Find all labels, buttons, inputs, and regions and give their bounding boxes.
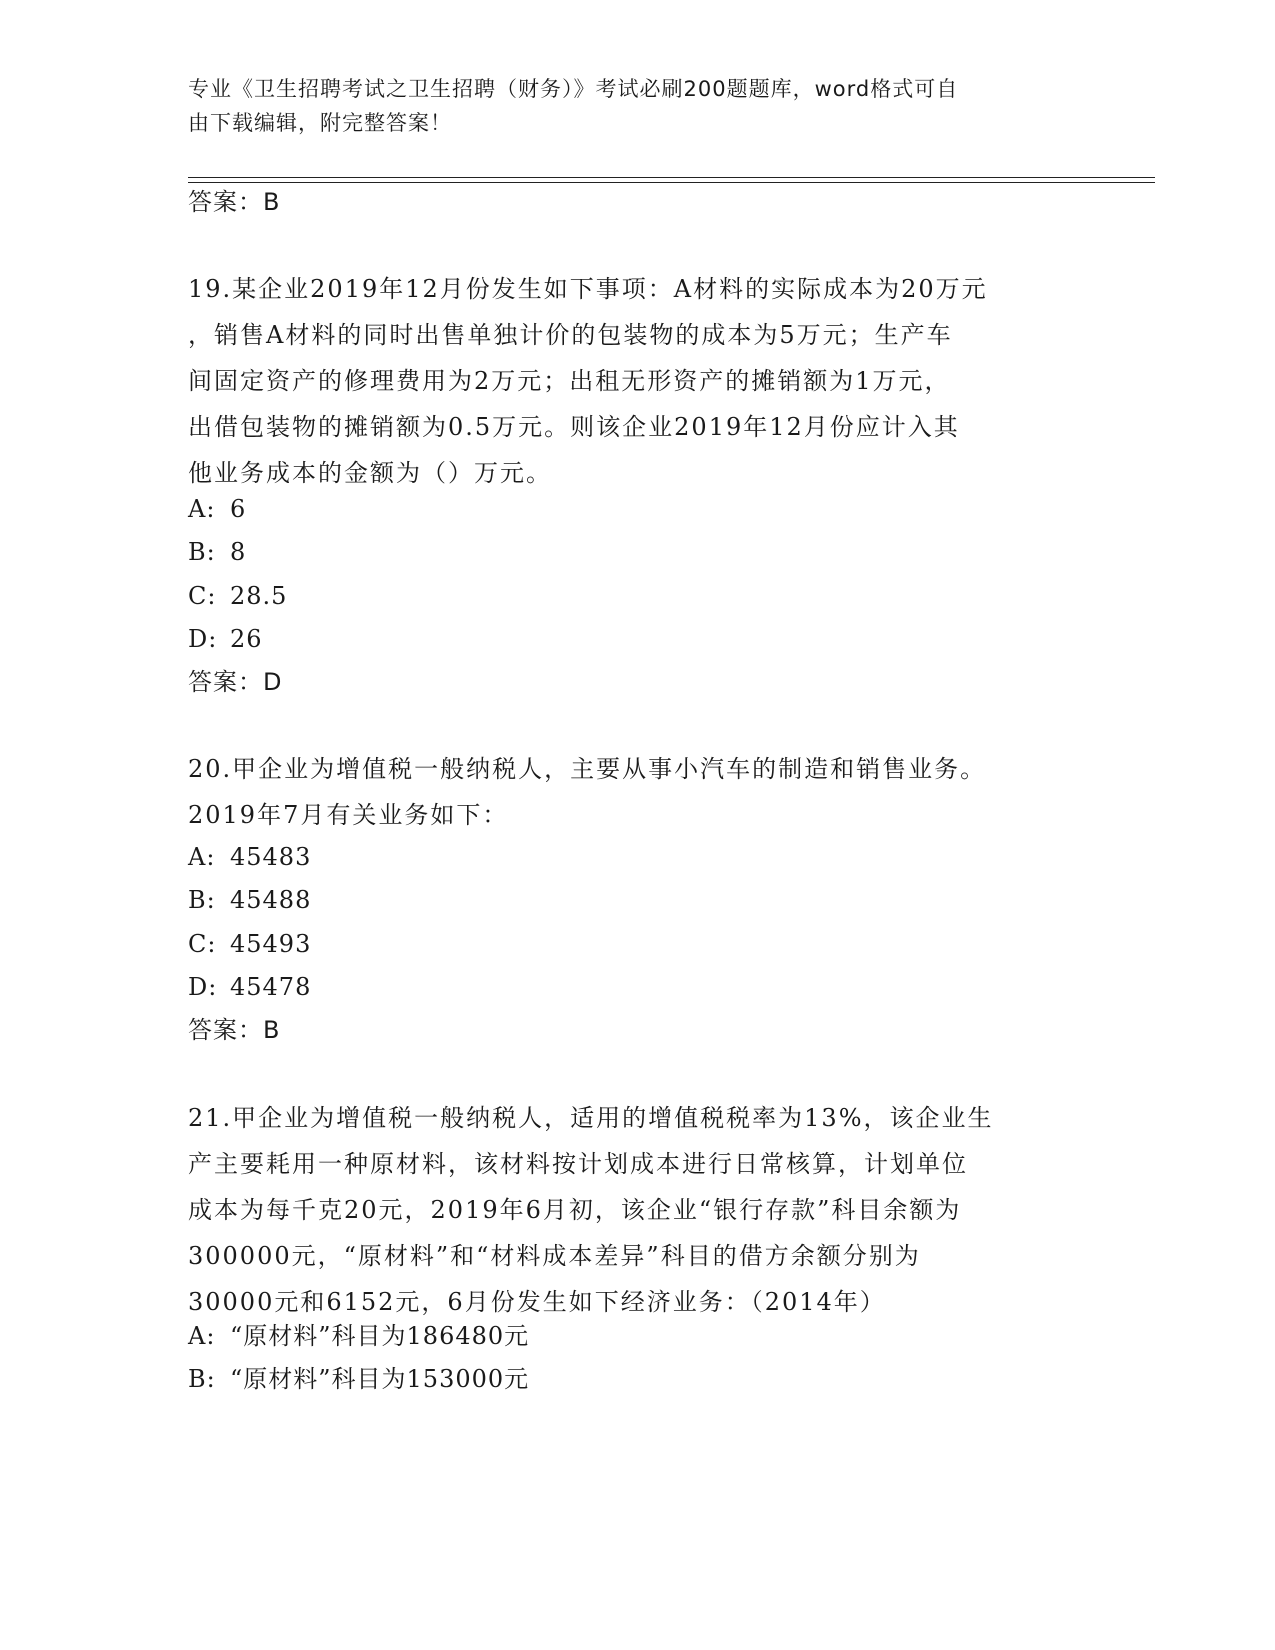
header-rule-bottom: [188, 182, 1155, 183]
option-key: D:: [188, 625, 218, 653]
option-value: “原材料”科目为186480元: [230, 1322, 530, 1350]
option-key: C:: [188, 582, 217, 610]
question-19-option-a: [188, 494, 246, 524]
option-key: B:: [188, 1365, 216, 1393]
question-21-line: 300000元，“原材料”和“材料成本差异”科目的借方余额分别为: [188, 1242, 921, 1270]
question-21-line: 成本为每千克20元，2019年6月初，该企业“银行存款”科目余额为: [188, 1196, 962, 1224]
option-key: B:: [188, 538, 216, 566]
header-line-2: 由下载编辑，附完整答案！: [188, 111, 452, 135]
option-value: 45478: [230, 973, 312, 1001]
question-21-line: 产主要耗用一种原材料，该材料按计划成本进行日常核算，计划单位: [188, 1150, 968, 1178]
question-19-line: 间固定资产的修理费用为2万元；出租无形资产的摊销额为1万元，: [188, 367, 951, 395]
question-19-line: 19.某企业2019年12月份发生如下事项：A材料的实际成本为20万元: [188, 275, 988, 303]
option-key: C:: [188, 930, 217, 958]
option-key: A:: [188, 1322, 216, 1350]
option-value: 28.5: [230, 582, 288, 610]
option-value: 6: [230, 495, 247, 523]
option-key: A:: [188, 495, 216, 523]
question-21-stem: [188, 1095, 1088, 1325]
answer-20: 答案：B: [188, 1016, 281, 1044]
option-key: A:: [188, 843, 216, 871]
answer-19: 答案：D: [188, 668, 283, 696]
question-21-line: 21.甲企业为增值税一般纳税人，适用的增值税税率为13%，该企业生: [188, 1104, 994, 1132]
question-19-option-d: [188, 624, 263, 654]
option-key: B:: [188, 886, 216, 914]
question-20-line: 20.甲企业为增值税一般纳税人，主要从事小汽车的制造和销售业务。: [188, 755, 987, 783]
question-20-option-d: [188, 972, 311, 1002]
question-20-option-c: [188, 929, 311, 959]
question-19-stem: [188, 266, 1088, 496]
question-20-line: 2019年7月有关业务如下：: [188, 801, 509, 829]
option-value: 45483: [230, 843, 312, 871]
question-21-option-a: [188, 1321, 529, 1351]
question-19-option-c: [188, 581, 287, 611]
option-value: “原材料”科目为153000元: [230, 1365, 530, 1393]
question-19-line: 他业务成本的金额为（）万元。: [188, 459, 552, 487]
question-20-stem: [188, 746, 1088, 838]
header-line-1: 专业《卫生招聘考试之卫生招聘（财务）》考试必刷200题题库，word格式可自: [188, 77, 959, 101]
question-19-line: ，销售A材料的同时出售单独计价的包装物的成本为5万元；生产车: [188, 321, 953, 349]
question-20-option-a: [188, 842, 311, 872]
page-header: [188, 72, 1068, 140]
question-21-option-b: [188, 1364, 529, 1394]
question-21-line: 30000元和6152元，6月份发生如下经济业务：（2014年）: [188, 1288, 886, 1316]
answer-18: 答案：B: [188, 188, 281, 216]
option-value: 45493: [230, 930, 312, 958]
header-rule-top: [188, 177, 1155, 178]
option-key: D:: [188, 973, 218, 1001]
question-19-option-b: [188, 537, 246, 567]
question-20-option-b: [188, 885, 311, 915]
question-19-line: 出借包装物的摊销额为0.5万元。则该企业2019年12月份应计入其: [188, 413, 960, 441]
option-value: 45488: [230, 886, 312, 914]
option-value: 26: [230, 625, 263, 653]
option-value: 8: [230, 538, 247, 566]
